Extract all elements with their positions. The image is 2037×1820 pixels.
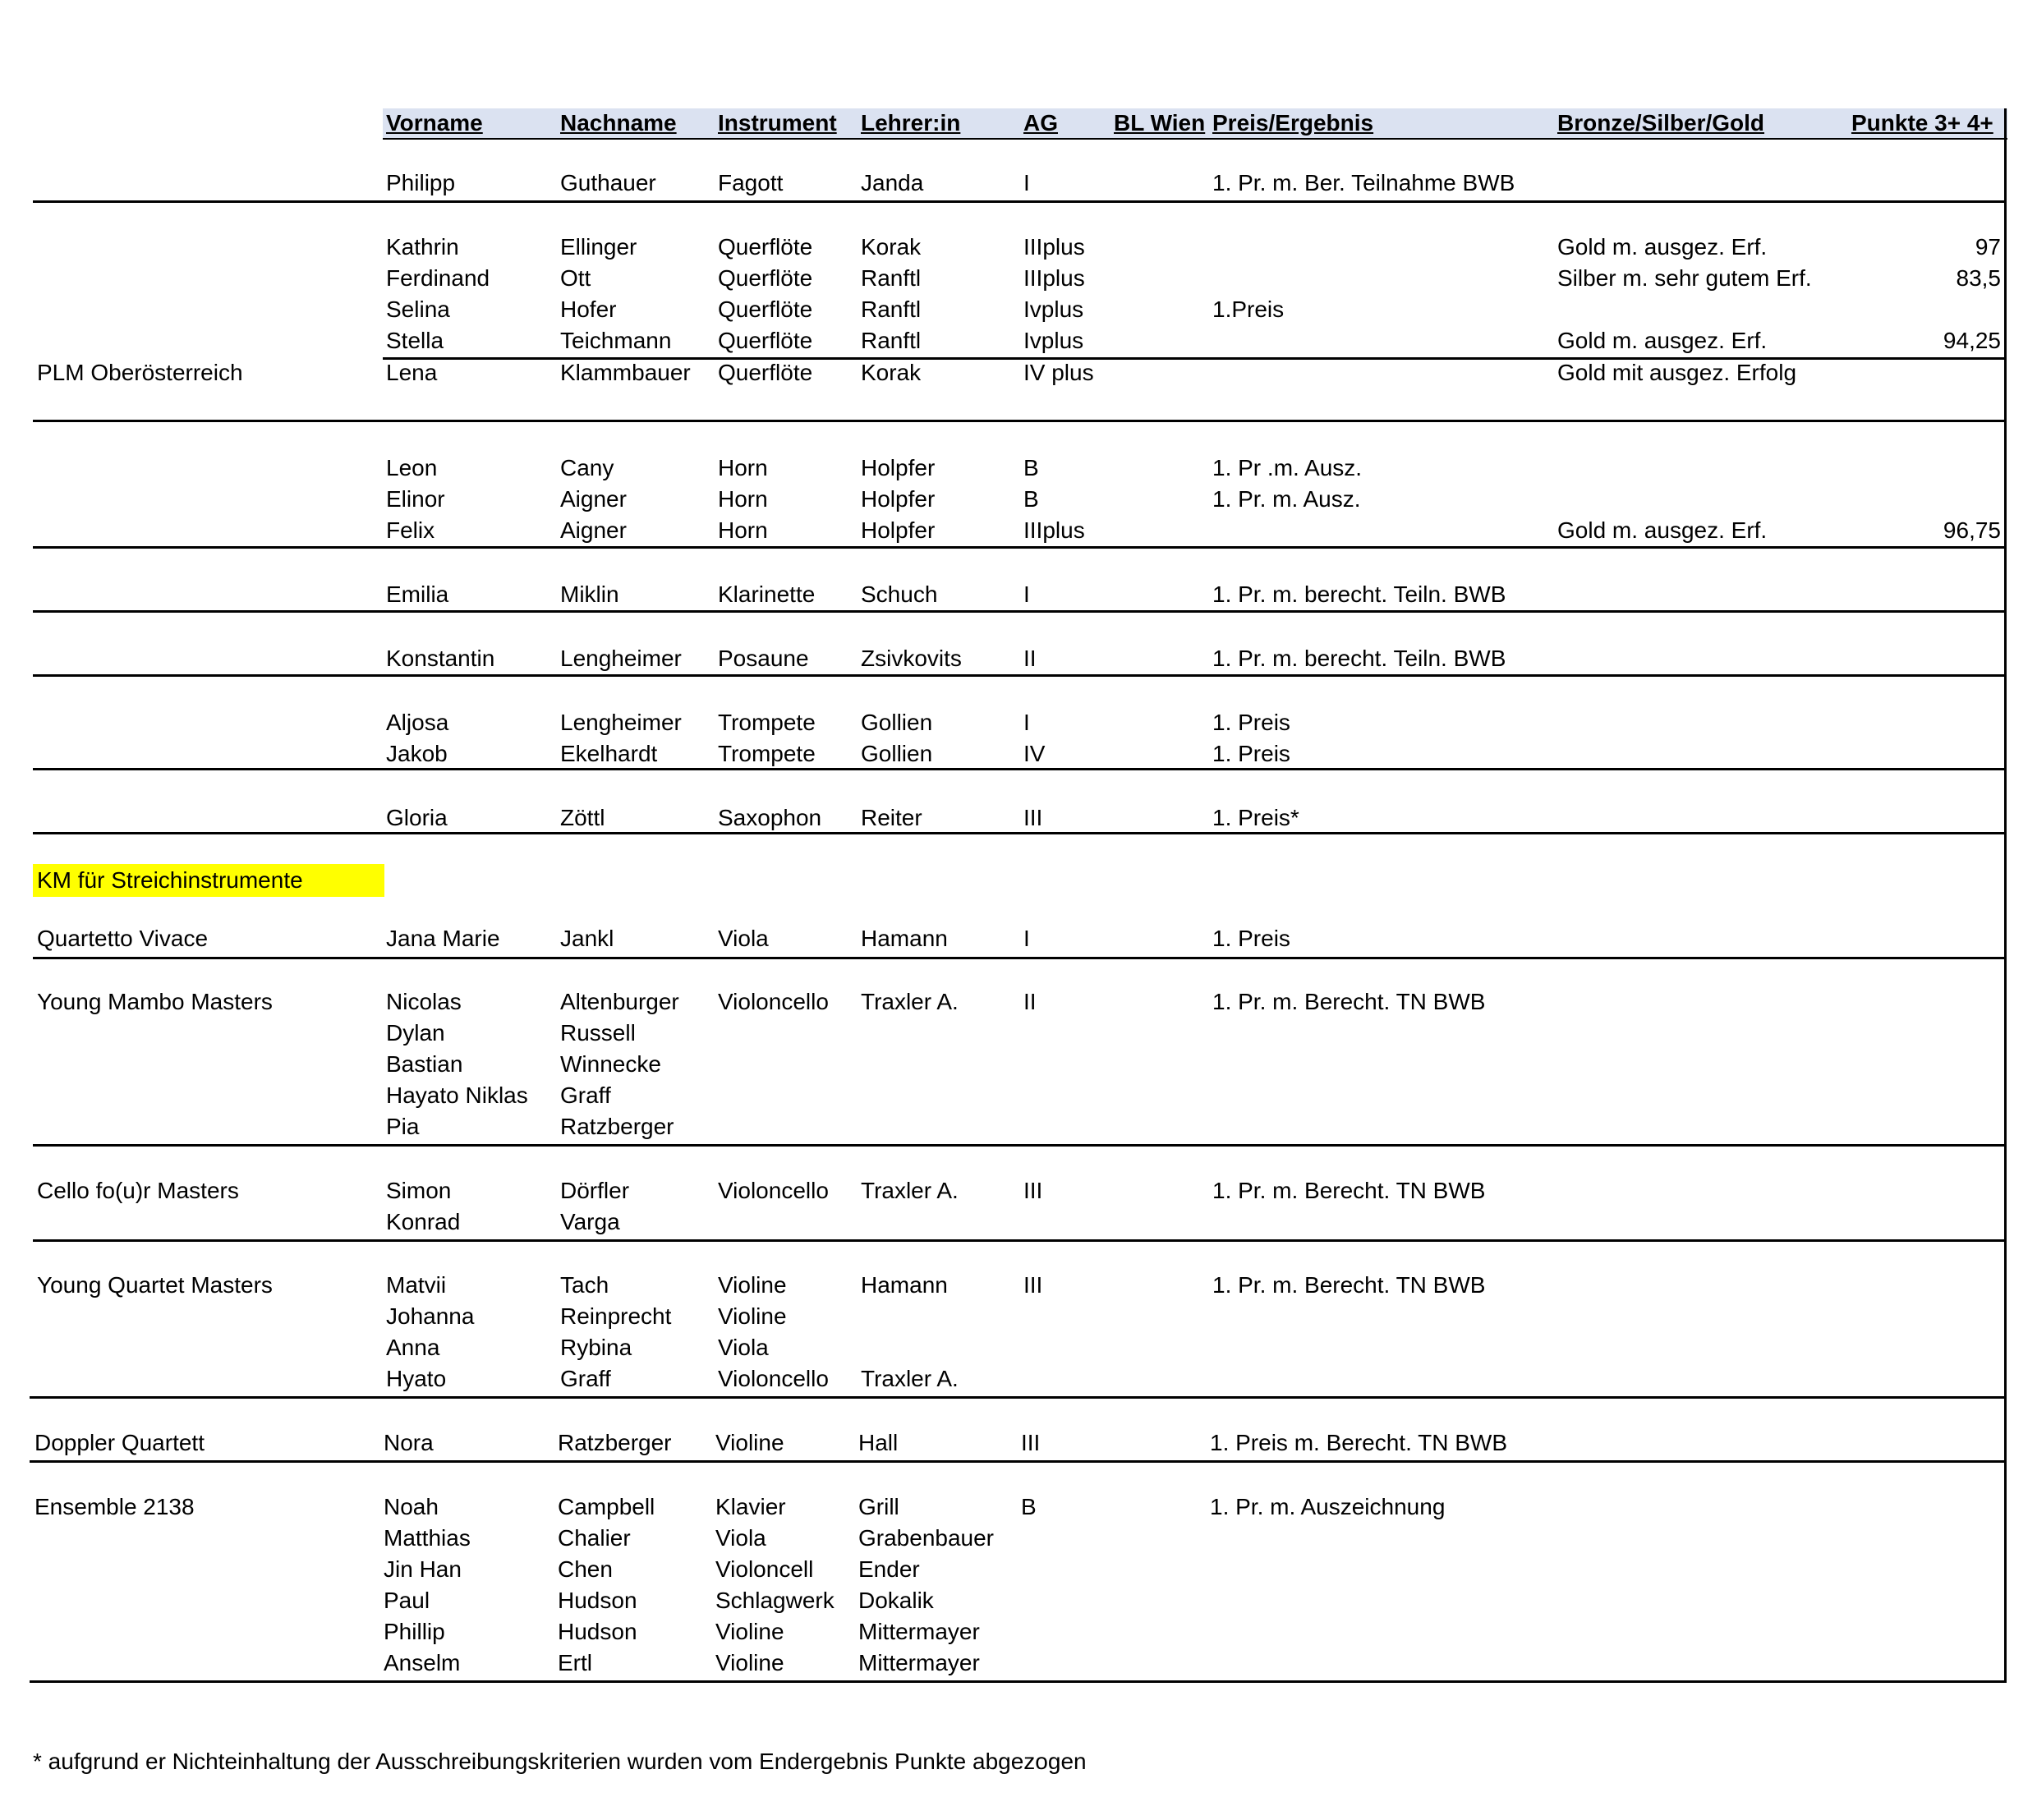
- row-27-ag: B: [1021, 1494, 1037, 1519]
- row-6-lehrer: Holpfer: [861, 455, 936, 480]
- row-31-nachname: Hudson: [558, 1619, 637, 1644]
- row-27-vorname: Noah: [384, 1494, 439, 1519]
- row-15-preis: 1. Pr. m. Berecht. TN BWB: [1212, 989, 1486, 1014]
- row-4-lehrer: Ranftl: [861, 328, 922, 353]
- row-separator-10: [30, 1396, 2007, 1399]
- col-header-bsg: Bronze/Silber/Gold: [1557, 110, 1765, 136]
- row-7-vorname: Elinor: [386, 486, 445, 512]
- row-23-nachname: Reinprecht: [560, 1303, 672, 1329]
- row-4-nachname: Teichmann: [560, 328, 672, 353]
- row-11-ag: I: [1023, 710, 1030, 735]
- row-22-preis: 1. Pr. m. Berecht. TN BWB: [1212, 1272, 1486, 1298]
- row-18-nachname: Graff: [560, 1082, 611, 1108]
- row-0-vorname: Philipp: [386, 170, 456, 195]
- row-20-lehrer: Traxler A.: [861, 1178, 959, 1203]
- row-7-preis: 1. Pr. m. Ausz.: [1212, 486, 1361, 512]
- row-12-instrument: Trompete: [718, 741, 816, 766]
- row-21-nachname: Varga: [560, 1209, 620, 1234]
- row-28-vorname: Matthias: [384, 1525, 471, 1551]
- row-22-group: Young Quartet Masters: [37, 1272, 273, 1298]
- row-9-lehrer: Schuch: [861, 581, 938, 607]
- row-11-preis: 1. Preis: [1212, 710, 1290, 735]
- row-5-lehrer: Korak: [861, 360, 922, 385]
- row-24-instrument: Viola: [718, 1335, 769, 1360]
- row-8-ag: IIIplus: [1023, 517, 1085, 543]
- row-separator-2: [33, 546, 2007, 549]
- row-11-nachname: Lengheimer: [560, 710, 682, 735]
- row-30-nachname: Hudson: [558, 1588, 637, 1613]
- row-9-nachname: Miklin: [560, 581, 619, 607]
- row-20-preis: 1. Pr. m. Berecht. TN BWB: [1212, 1178, 1486, 1203]
- row-separator-12: [30, 1680, 2007, 1683]
- row-2-bsg: Silber m. sehr gutem Erf.: [1557, 265, 1812, 291]
- row-0-ag: I: [1023, 170, 1030, 195]
- col-header-preis: Preis/Ergebnis: [1212, 110, 1374, 136]
- row-6-preis: 1. Pr .m. Ausz.: [1212, 455, 1363, 480]
- row-12-lehrer: Gollien: [861, 741, 933, 766]
- row-11-lehrer: Gollien: [861, 710, 933, 735]
- row-4-punkte: 94,25: [1943, 328, 2001, 353]
- row-27-nachname: Campbell: [558, 1494, 655, 1519]
- row-separator-6: [33, 832, 2007, 834]
- row-4-vorname: Stella: [386, 328, 444, 353]
- row-15-ag: II: [1023, 989, 1037, 1014]
- row-14-vorname: Jana Marie: [386, 926, 500, 951]
- row-1-lehrer: Korak: [861, 234, 922, 260]
- row-separator-13: [383, 357, 2007, 360]
- row-14-group: Quartetto Vivace: [37, 926, 209, 951]
- row-15-vorname: Nicolas: [386, 989, 462, 1014]
- row-15-group: Young Mambo Masters: [37, 989, 273, 1014]
- row-9-preis: 1. Pr. m. berecht. Teiln. BWB: [1212, 581, 1506, 607]
- row-27-preis: 1. Pr. m. Auszeichnung: [1210, 1494, 1446, 1519]
- col-header-punkte: Punkte 3+ 4+: [1851, 110, 1993, 136]
- row-31-vorname: Phillip: [384, 1619, 445, 1644]
- row-12-vorname: Jakob: [386, 741, 448, 766]
- row-25-lehrer: Traxler A.: [861, 1366, 959, 1391]
- row-31-lehrer: Mittermayer: [858, 1619, 980, 1644]
- header-underline: [383, 138, 2007, 140]
- row-2-lehrer: Ranftl: [861, 265, 922, 291]
- row-16-vorname: Dylan: [386, 1020, 445, 1046]
- row-12-preis: 1. Preis: [1212, 741, 1290, 766]
- row-27-lehrer: Grill: [858, 1494, 899, 1519]
- row-24-vorname: Anna: [386, 1335, 440, 1360]
- row-separator-3: [33, 610, 2007, 613]
- row-9-instrument: Klarinette: [718, 581, 816, 607]
- row-28-lehrer: Grabenbauer: [858, 1525, 995, 1551]
- row-10-lehrer: Zsivkovits: [861, 646, 962, 671]
- row-28-nachname: Chalier: [558, 1525, 631, 1551]
- row-12-nachname: Ekelhardt: [560, 741, 658, 766]
- section-label: KM für Streichinstrumente: [37, 867, 303, 893]
- row-2-punkte: 83,5: [1956, 265, 2001, 291]
- row-13-vorname: Gloria: [386, 805, 448, 830]
- row-26-preis: 1. Preis m. Berecht. TN BWB: [1210, 1430, 1508, 1455]
- row-0-nachname: Guthauer: [560, 170, 656, 195]
- col-header-instrument: Instrument: [718, 110, 837, 136]
- row-separator-8: [33, 1144, 2007, 1147]
- row-1-nachname: Ellinger: [560, 234, 637, 260]
- row-21-vorname: Konrad: [386, 1209, 461, 1234]
- row-22-instrument: Violine: [718, 1272, 787, 1298]
- row-30-lehrer: Dokalik: [858, 1588, 934, 1613]
- row-22-lehrer: Hamann: [861, 1272, 948, 1298]
- row-29-nachname: Chen: [558, 1556, 613, 1582]
- row-25-instrument: Violoncello: [718, 1366, 829, 1391]
- row-30-vorname: Paul: [384, 1588, 430, 1613]
- col-header-lehrer: Lehrer:in: [861, 110, 961, 136]
- row-22-ag: III: [1023, 1272, 1043, 1298]
- row-0-preis: 1. Pr. m. Ber. Teilnahme BWB: [1212, 170, 1515, 195]
- row-19-nachname: Ratzberger: [560, 1114, 674, 1139]
- row-26-nachname: Ratzberger: [558, 1430, 672, 1455]
- row-13-instrument: Saxophon: [718, 805, 822, 830]
- row-8-instrument: Horn: [718, 517, 768, 543]
- row-8-vorname: Felix: [386, 517, 435, 543]
- row-32-nachname: Ertl: [558, 1650, 592, 1675]
- row-6-instrument: Horn: [718, 455, 768, 480]
- row-27-group: Ensemble 2138: [34, 1494, 195, 1519]
- row-1-punkte: 97: [1975, 234, 2001, 260]
- row-14-instrument: Viola: [718, 926, 769, 951]
- row-15-instrument: Violoncello: [718, 989, 829, 1014]
- row-13-nachname: Zöttl: [560, 805, 605, 830]
- row-0-instrument: Fagott: [718, 170, 784, 195]
- row-31-instrument: Violine: [715, 1619, 784, 1644]
- row-15-lehrer: Traxler A.: [861, 989, 959, 1014]
- row-1-instrument: Querflöte: [718, 234, 813, 260]
- row-8-bsg: Gold m. ausgez. Erf.: [1557, 517, 1768, 543]
- row-15-nachname: Altenburger: [560, 989, 679, 1014]
- row-8-lehrer: Holpfer: [861, 517, 936, 543]
- row-32-instrument: Violine: [715, 1650, 784, 1675]
- row-0-lehrer: Janda: [861, 170, 924, 195]
- row-30-instrument: Schlagwerk: [715, 1588, 835, 1613]
- row-29-instrument: Violoncell: [715, 1556, 814, 1582]
- row-2-nachname: Ott: [560, 265, 591, 291]
- footnote: * aufgrund er Nichteinhaltung der Ausschreibungskriterien wurden vom Endergebnis Punkte abgezogen: [33, 1749, 1087, 1774]
- row-19-vorname: Pia: [386, 1114, 420, 1139]
- col-header-nachname: Nachname: [560, 110, 677, 136]
- row-20-group: Cello fo(u)r Masters: [37, 1178, 239, 1203]
- row-13-preis: 1. Preis*: [1212, 805, 1299, 830]
- row-22-vorname: Matvii: [386, 1272, 447, 1298]
- row-20-instrument: Violoncello: [718, 1178, 829, 1203]
- row-20-ag: III: [1023, 1178, 1043, 1203]
- row-4-bsg: Gold m. ausgez. Erf.: [1557, 328, 1768, 353]
- row-5-nachname: Klammbauer: [560, 360, 691, 385]
- row-20-nachname: Dörfler: [560, 1178, 630, 1203]
- row-3-vorname: Selina: [386, 296, 450, 322]
- row-6-vorname: Leon: [386, 455, 438, 480]
- row-14-lehrer: Hamann: [861, 926, 948, 951]
- row-12-ag: IV: [1023, 741, 1046, 766]
- row-9-vorname: Emilia: [386, 581, 449, 607]
- row-7-ag: B: [1023, 486, 1039, 512]
- row-6-ag: B: [1023, 455, 1039, 480]
- row-27-instrument: Klavier: [715, 1494, 786, 1519]
- row-5-group: PLM Oberösterreich: [37, 360, 243, 385]
- row-separator-5: [33, 768, 2007, 770]
- table-right-border: [2004, 108, 2007, 1680]
- col-header-blwien: BL Wien: [1114, 110, 1206, 136]
- row-29-lehrer: Ender: [858, 1556, 920, 1582]
- row-8-punkte: 96,75: [1943, 517, 2001, 543]
- row-24-nachname: Rybina: [560, 1335, 632, 1360]
- row-23-vorname: Johanna: [386, 1303, 475, 1329]
- row-2-ag: IIIplus: [1023, 265, 1085, 291]
- row-14-ag: I: [1023, 926, 1030, 951]
- row-2-vorname: Ferdinand: [386, 265, 490, 291]
- row-7-nachname: Aigner: [560, 486, 627, 512]
- row-5-bsg: Gold mit ausgez. Erfolg: [1557, 360, 1797, 385]
- row-3-lehrer: Ranftl: [861, 296, 922, 322]
- row-13-ag: III: [1023, 805, 1043, 830]
- row-32-vorname: Anselm: [384, 1650, 461, 1675]
- row-2-instrument: Querflöte: [718, 265, 813, 291]
- row-14-preis: 1. Preis: [1212, 926, 1290, 951]
- row-16-nachname: Russell: [560, 1020, 636, 1046]
- row-8-nachname: Aigner: [560, 517, 627, 543]
- row-14-nachname: Jankl: [560, 926, 614, 951]
- row-5-instrument: Querflöte: [718, 360, 813, 385]
- row-10-ag: II: [1023, 646, 1037, 671]
- row-17-nachname: Winnecke: [560, 1051, 661, 1077]
- row-3-ag: Ivplus: [1023, 296, 1084, 322]
- row-separator-7: [33, 957, 2007, 959]
- row-4-instrument: Querflöte: [718, 328, 813, 353]
- row-25-nachname: Graff: [560, 1366, 611, 1391]
- row-20-vorname: Simon: [386, 1178, 452, 1203]
- row-26-lehrer: Hall: [858, 1430, 899, 1455]
- row-separator-4: [33, 674, 2007, 677]
- row-29-vorname: Jin Han: [384, 1556, 462, 1582]
- row-26-instrument: Violine: [715, 1430, 784, 1455]
- row-5-vorname: Lena: [386, 360, 438, 385]
- row-7-lehrer: Holpfer: [861, 486, 936, 512]
- row-13-lehrer: Reiter: [861, 805, 922, 830]
- row-26-group: Doppler Quartett: [34, 1430, 205, 1455]
- col-header-vorname: Vorname: [386, 110, 483, 136]
- row-22-nachname: Tach: [560, 1272, 609, 1298]
- row-separator-9: [33, 1239, 2007, 1242]
- row-4-ag: Ivplus: [1023, 328, 1084, 353]
- row-23-instrument: Violine: [718, 1303, 787, 1329]
- row-3-nachname: Hofer: [560, 296, 617, 322]
- row-28-instrument: Viola: [715, 1525, 766, 1551]
- row-3-preis: 1.Preis: [1212, 296, 1285, 322]
- row-6-nachname: Cany: [560, 455, 614, 480]
- row-separator-1: [33, 420, 2007, 422]
- row-1-bsg: Gold m. ausgez. Erf.: [1557, 234, 1768, 260]
- row-separator-0: [33, 200, 2007, 203]
- col-header-ag: AG: [1023, 110, 1058, 136]
- row-32-lehrer: Mittermayer: [858, 1650, 980, 1675]
- row-10-vorname: Konstantin: [386, 646, 495, 671]
- row-11-instrument: Trompete: [718, 710, 816, 735]
- row-1-vorname: Kathrin: [386, 234, 459, 260]
- row-9-ag: I: [1023, 581, 1030, 607]
- row-5-ag: IV plus: [1023, 360, 1094, 385]
- row-separator-11: [30, 1460, 2007, 1463]
- row-10-nachname: Lengheimer: [560, 646, 682, 671]
- row-11-vorname: Aljosa: [386, 710, 449, 735]
- row-25-vorname: Hyato: [386, 1366, 447, 1391]
- row-18-vorname: Hayato Niklas: [386, 1082, 528, 1108]
- row-7-instrument: Horn: [718, 486, 768, 512]
- row-3-instrument: Querflöte: [718, 296, 813, 322]
- row-17-vorname: Bastian: [386, 1051, 463, 1077]
- row-26-vorname: Nora: [384, 1430, 434, 1455]
- row-10-preis: 1. Pr. m. berecht. Teiln. BWB: [1212, 646, 1506, 671]
- row-10-instrument: Posaune: [718, 646, 809, 671]
- row-26-ag: III: [1021, 1430, 1041, 1455]
- row-1-ag: IIIplus: [1023, 234, 1085, 260]
